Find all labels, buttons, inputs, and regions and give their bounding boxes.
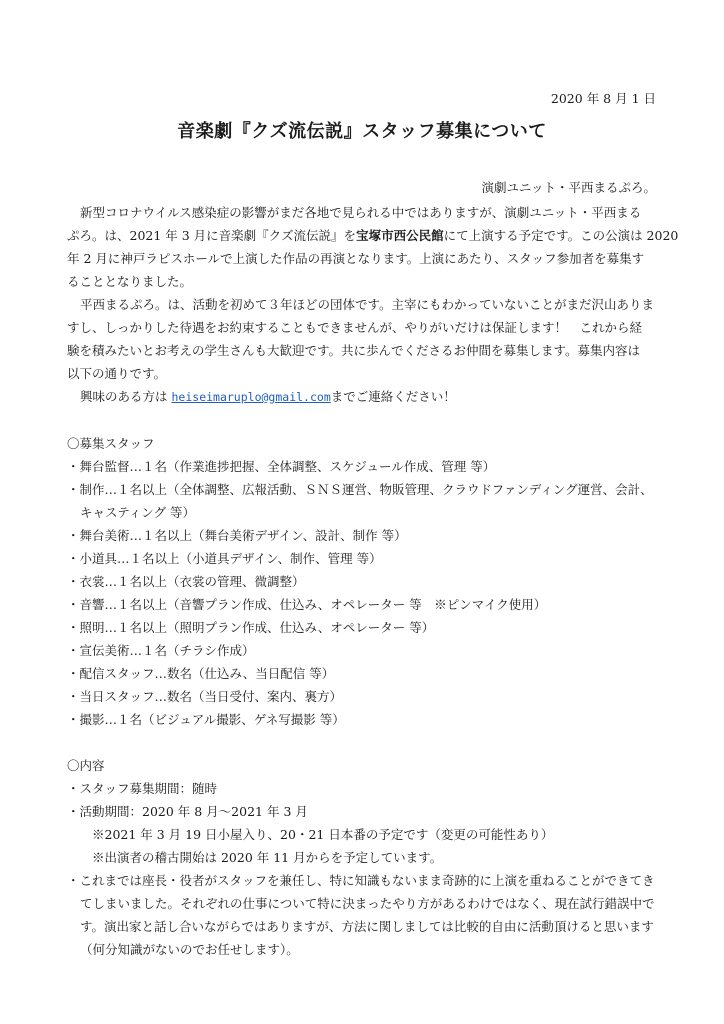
staff-heading: 〇募集スタッフ (67, 436, 155, 451)
intro-paragraph-2-line-2: すし、しっかりした待遇をお約束することもできませんが、やりがいだけは保証します！ これから経 (67, 320, 643, 335)
activity-period: ・活動期間：2020 年 8 月～2021 年 3 月 (67, 804, 308, 819)
intro-paragraph-1-line-2 (67, 228, 678, 244)
contact-line (80, 389, 456, 405)
intro-paragraph-1-line-3: 年 2 月に神戸ラピスホールで上演した作品の再演となります。上演にあたり、スタッフ参加者を募集す (67, 251, 645, 266)
staff-item: ・舞台美術…１名以上（舞台美術デザイン、設計、制作 等） (67, 528, 407, 543)
closing-paragraph-line-3: す。演出家と話し合いながらではありますが、方法に関しましては比較的自由に活動頂けると思います (80, 919, 654, 934)
staff-item: ・当日スタッフ…数名（当日受付、案内、裏方） (67, 689, 343, 704)
intro-paragraph-1-line-4: ることとなりました。 (67, 274, 193, 289)
intro-paragraph-1-line-1: 新型コロナウイルス感染症の影響がまだ各地で見られる中ではありますが、演劇ユニット・平西まる (80, 205, 642, 220)
staff-item: ・衣裳…１名以上（衣裳の管理、微調整） (67, 574, 305, 589)
staff-item: ・制作…１名以上（全体調整、広報活動、ＳＮＳ運営、物販管理、クラウドファンディング運営、会計、 (67, 482, 653, 497)
staff-item: ・音響…１名以上（音響プラン作成、仕込み、オペレーター 等 ※ピンマイク使用） (67, 597, 547, 612)
closing-paragraph-line-2: てしまいました。それぞれの仕事について特に決まったやり方があるわけではなく、現在試行錯誤中で (80, 896, 655, 911)
venue-name: 宝塚市西公民館 (356, 228, 444, 243)
intro-text: ぷろ。は、2021 年 3 月に音楽劇『クズ流伝説』を (67, 228, 357, 243)
staff-item: ・舞台監督…１名（作業進捗把握、全体調整、スケジュール作成、管理 等） (67, 459, 496, 474)
staff-item: ・配信スタッフ…数名（仕込み、当日配信 等） (67, 666, 335, 681)
closing-paragraph-line-4: （何分知識がないのでお任せします）。 (80, 942, 299, 957)
staff-item: ・小道具…１名以上（小道具デザイン、制作、管理 等） (67, 551, 382, 566)
intro-text: にて上演する予定です。この公演は 2020 (443, 228, 679, 243)
contact-email-link[interactable]: heiseimaruplo@gmail.com (171, 390, 331, 404)
staff-item-continued: キャスティング 等） (80, 505, 195, 520)
staff-item: ・撮影…１名（ビジュアル撮影、ゲネ写撮影 等） (67, 712, 345, 727)
staff-item: ・宣伝美術…１名（チラシ作成） (67, 643, 255, 658)
staff-item: ・照明…１名以上（照明プラン作成、仕込み、オペレーター 等） (67, 620, 435, 635)
contact-text: 興味のある方は (80, 389, 168, 404)
closing-paragraph-line-1: ・これまでは座長・役者がスタッフを兼任し、特に知識もないまま奇跡的に上演を重ねることができてき (67, 873, 655, 888)
content-heading: 〇内容 (67, 758, 105, 773)
intro-paragraph-2-line-1: 平西まるぷろ。は、活動を初めて３年ほどの団体です。主宰にもわかっていないことがまだ沢山ありま (80, 297, 655, 312)
document-date: 2020 年 8 月 1 日 (550, 91, 656, 106)
intro-paragraph-2-line-4: 以下の通りです。 (67, 366, 167, 381)
organization-name: 演劇ユニット・平西まるぷろ。 (481, 180, 656, 195)
schedule-note: ※2021 年 3 月 19 日小屋入り、20・21 日本番の予定です（変更の可能性あり） (92, 827, 554, 842)
recruit-period: ・スタッフ募集期間：随時 (67, 781, 218, 796)
rehearsal-note: ※出演者の稽古開始は 2020 年 11 月からを予定しています。 (92, 850, 443, 865)
contact-text: までご連絡ください！ (330, 389, 456, 404)
intro-paragraph-2-line-3: 験を積みたいとお考えの学生さんも大歓迎です。共に歩んでくださるお仲間を募集します。募集内容は (67, 343, 641, 358)
document-title: 音楽劇『クズ流伝説』スタッフ募集について (177, 121, 547, 142)
